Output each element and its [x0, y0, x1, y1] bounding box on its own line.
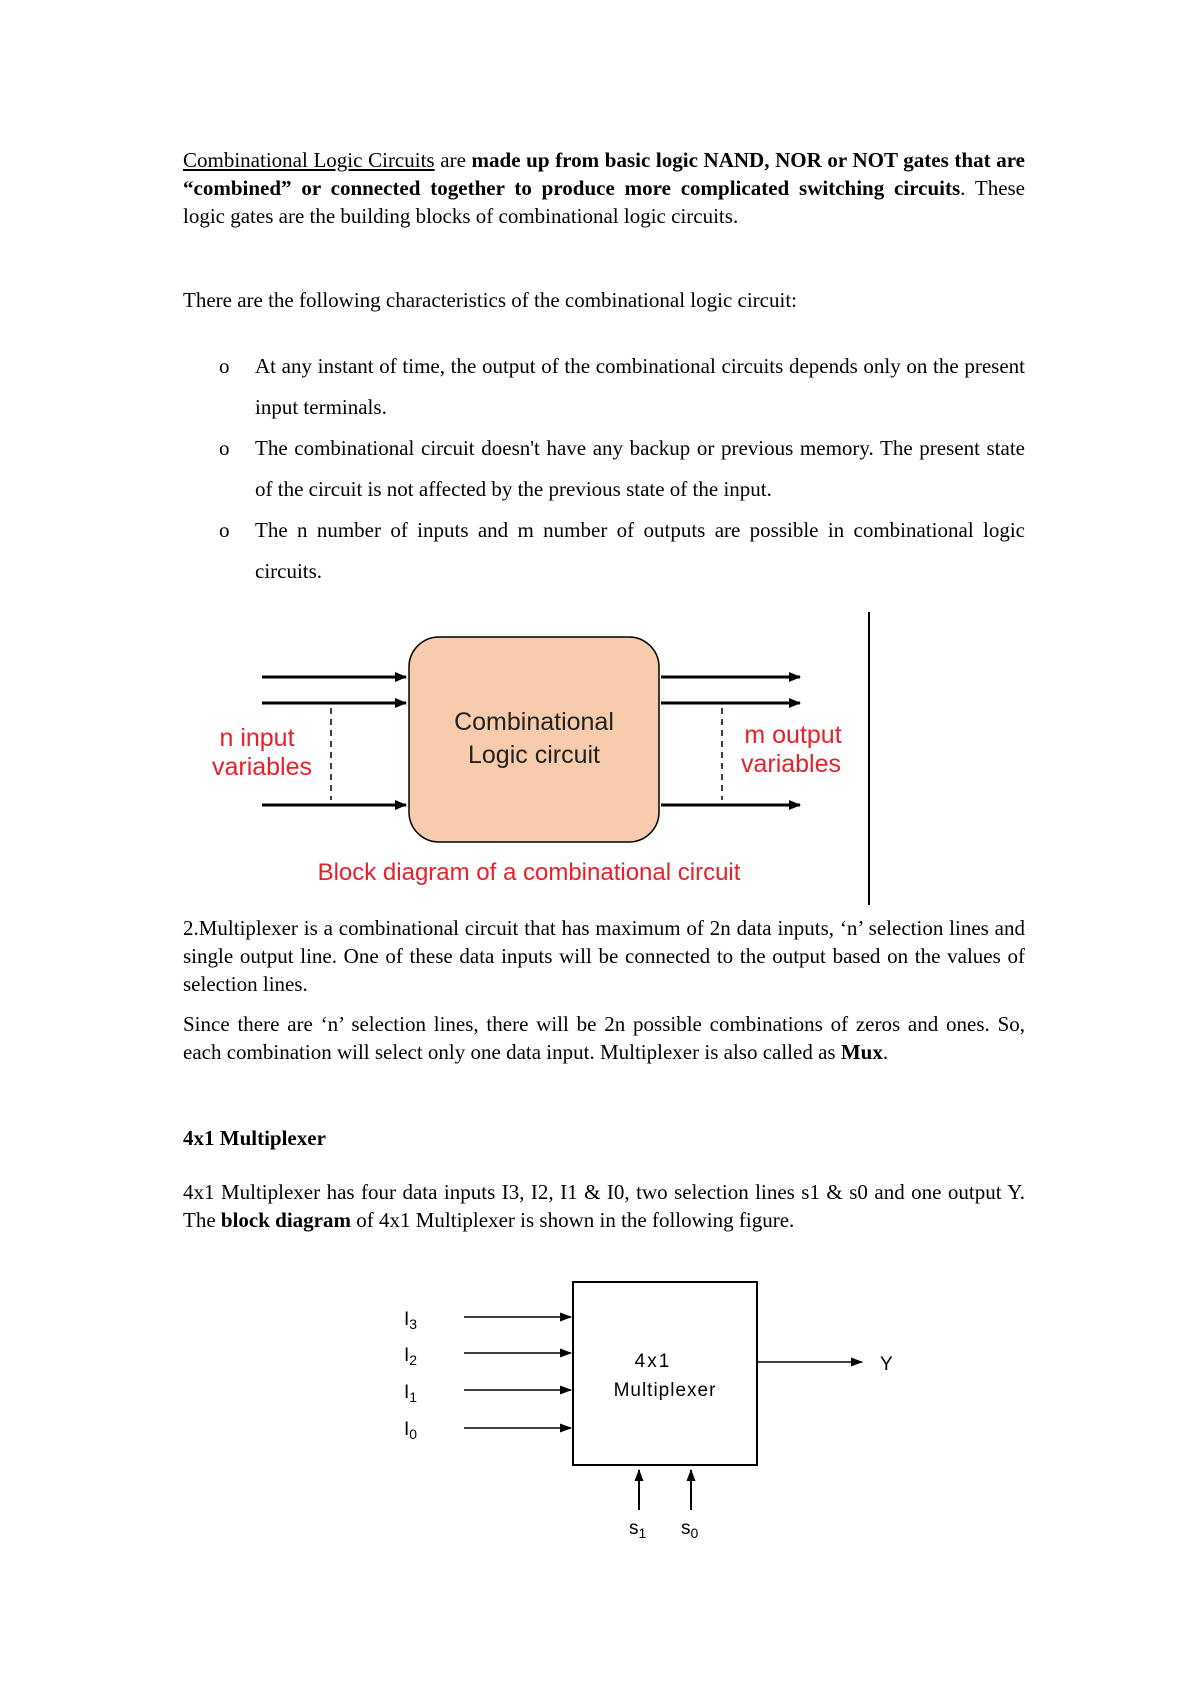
bullet-marker: o — [219, 436, 230, 460]
combinational-block-diagram — [0, 600, 1200, 910]
intro-bold-definition: made up from basic logic NAND, NOR or NOT gates that are “combined” or connected together to produce more complicated switching circuits — [183, 148, 1025, 200]
list-item — [183, 428, 1025, 510]
selection-end: . — [882, 1040, 889, 1064]
combinational-logic-box — [409, 637, 659, 842]
term-combinational-logic-circuits: Combinational Logic Circuits — [183, 148, 435, 172]
mux-box-line1: 4x1 — [634, 1351, 672, 1372]
mux-desc-start: 4x1 Multiplexer has four data inputs I3, I2, I1 & I0, two selection lines s1 & s0 and one output Y. The — [183, 1180, 1025, 1232]
m-output-label-line2: variables — [740, 750, 842, 778]
characteristics-intro: There are the following characteristics of the combinational logic circuit: — [183, 288, 798, 312]
input-label-i1: $I_1$ — [404, 1382, 418, 1405]
n-input-label-line2: variables — [211, 753, 313, 781]
input-label-i3: $I_3$ — [404, 1309, 418, 1332]
intro-paragraph — [183, 146, 1025, 230]
mux-box-line2: Multiplexer — [613, 1380, 717, 1401]
mux-4x1-block-diagram — [0, 1270, 1200, 1550]
input-label-i0: $I_0$ — [404, 1419, 418, 1442]
list-item — [183, 510, 1025, 592]
list-item-text: The combinational circuit doesn't have any backup or previous memory. The present state of the circuit is not affected by the previous state of the input. — [255, 436, 1025, 501]
list-item — [183, 346, 1025, 428]
selection-paragraph — [183, 1010, 1025, 1066]
box-title-line1: Combinational — [454, 708, 614, 736]
mux-term: Mux — [840, 1040, 883, 1064]
intro-rest: . These logic gates are the building blocks of combinational logic circuits. — [183, 176, 1026, 228]
figure-caption: Block diagram of a combinational circuit — [317, 859, 741, 886]
bullet-marker: o — [219, 354, 230, 378]
n-input-label-line1: n input — [219, 724, 295, 752]
selection-text: Since there are ‘n’ selection lines, there will be 2n possible combinations of zeros and ones. So, each combination will select only one data input. Multiplexer is also called as — [183, 1012, 1025, 1064]
list-item-text: The n number of inputs and m number of outputs are possible in combinational logic circuits. — [255, 518, 1025, 583]
input-label-i2: $I_2$ — [404, 1345, 418, 1368]
box-title-line2: Logic circuit — [468, 741, 600, 769]
m-output-label-line1: m output — [744, 721, 842, 749]
section-heading-4x1: 4x1 Multiplexer — [183, 1126, 326, 1150]
select-label-s1: $s_1$ — [629, 1518, 647, 1541]
intro-are: are — [434, 148, 472, 172]
list-item-text: At any instant of time, the output of the combinational circuits depends only on the present input terminals. — [255, 354, 1025, 419]
block-diagram-term: block diagram — [220, 1208, 351, 1232]
bullet-marker: o — [219, 518, 230, 542]
characteristics-list — [183, 346, 1025, 592]
multiplexer-paragraph: 2.Multiplexer is a combinational circuit that has maximum of 2n data inputs, ‘n’ selection lines and single output line. One of these data inputs will be connected to the output based on the values of selection lines. — [183, 916, 1025, 996]
mux-box — [573, 1282, 757, 1465]
mux-desc-end: of 4x1 Multiplexer is shown in the following figure. — [351, 1208, 795, 1232]
select-label-s0: $s_0$ — [681, 1518, 699, 1541]
mux-description-paragraph — [183, 1178, 1025, 1234]
output-label-y: Y — [880, 1354, 893, 1375]
